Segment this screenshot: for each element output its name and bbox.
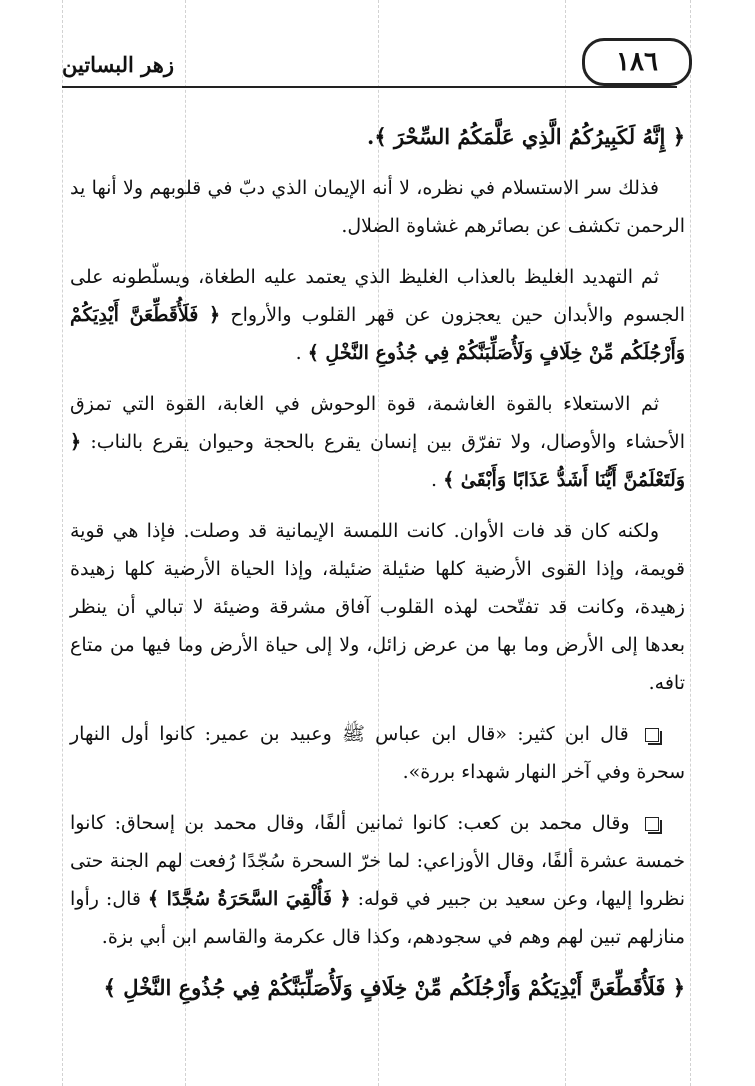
paragraph-text: . bbox=[430, 469, 438, 491]
quran-verse: ﴿ فَأُلْقِيَ السَّحَرَةُ سُجَّدًا ﴾ bbox=[147, 888, 351, 910]
square-bullet-icon bbox=[645, 817, 659, 831]
header-rule bbox=[62, 86, 677, 88]
running-title: زهر البساتين bbox=[62, 52, 174, 77]
page-number: ١٨٦ bbox=[582, 38, 692, 86]
paragraph-text: ثم التهديد الغليظ بالعذاب الغليظ الذي يعتمد عليه الطغاة، ويسلّطونه على الجسوم والأبدان حين يعجزون عن قهر القلوب والأرواح bbox=[70, 266, 686, 326]
body-text bbox=[70, 118, 685, 1020]
quran-verse: ﴿ فَلَأُقَطِّعَنَّ أَيْدِيَكُمْ وَأَرْجُلَكُم مِّنْ خِلَافٍ وَلَأُصَلِّبَنَّكُمْ فِي جُذُوعِ النَّخْلِ ﴾ bbox=[70, 304, 685, 364]
quran-verse: ﴿ إِنَّهُ لَكَبِيرُكُمُ الَّذِي عَلَّمَكُمُ السِّحْرَ ﴾. bbox=[367, 124, 685, 149]
quran-verse: ﴿ فَلَأُقَطِّعَنَّ أَيْدِيَكُمْ وَأَرْجُلَكُم مِّنْ خِلَافٍ وَلَأُصَلِّبَنَّكُمْ فِي جُذُوعِ النَّخْلِ ﴾ bbox=[103, 975, 685, 1000]
bullet-paragraph bbox=[70, 804, 685, 956]
paragraph bbox=[70, 385, 685, 499]
paragraph-text: قال: رأوا منازلهم تبين لهم وهم في سجودهم، وكذا قال عكرمة والقاسم ابن أبي بزة. bbox=[70, 888, 685, 948]
paragraph-text: وقال محمد بن كعب: كانوا ثمانين ألفًا، وقال محمد بن إسحاق: كانوا خمسة عشرة ألفًا، وقال الأوزاعي: لما خرّ السحرة سُجّدًا رُفعت لهم الجنة حتى نظروا إليها، وعن سعيد بن جبير في قوله: bbox=[70, 812, 686, 910]
paragraph: فذلك سر الاستسلام في نظره، لا أنه الإيمان الذي دبّ في قلوبهم ولا أنها يد الرحمن تكشف عن بصائرهم غشاوة الضلال. bbox=[70, 177, 685, 237]
paragraph: ولكنه كان قد فات الأوان. كانت اللمسة الإيمانية قد وصلت. فإذا هي قوية قويمة، وإذا القوى الأرضية كلها ضئيلة ضئيلة، وإذا الحياة الأرضية كلها زهيدة زهيدة، وكانت قد تفتّحت لهذه القلوب آفاق مشرقة وضيئة لا تبالي أن ينظر بعدها إلى الأرض وما بها من عرض زائل، ولا إلى حياة الأرض وما فيها من متاع تافه. bbox=[70, 520, 685, 694]
scan-guide-line bbox=[62, 0, 63, 1086]
page-header bbox=[62, 38, 677, 90]
paragraph-text: قال ابن كثير: «قال ابن عباس ﷺ وعبيد بن عمير: كانوا أول النهار سحرة وفي آخر النهار شهداء بررة». bbox=[70, 723, 685, 783]
square-bullet-icon bbox=[645, 728, 659, 742]
quran-verse: ﴿ وَلَتَعْلَمُنَّ أَيُّنَا أَشَدُّ عَذَابًا وَأَبْقَىٰ ﴾ bbox=[70, 431, 685, 491]
scan-guide-line bbox=[690, 0, 691, 1086]
paragraph-text: . bbox=[295, 342, 302, 364]
paragraph bbox=[70, 258, 685, 372]
paragraph-text: ثم الاستعلاء بالقوة الغاشمة، قوة الوحوش في الغابة، القوة التي تمزق الأحشاء والأوصال، ولا تفرّق بين إنسان يقرع بالحجة وحيوان يقرع بالناب: bbox=[70, 393, 685, 453]
bullet-paragraph bbox=[70, 715, 685, 791]
